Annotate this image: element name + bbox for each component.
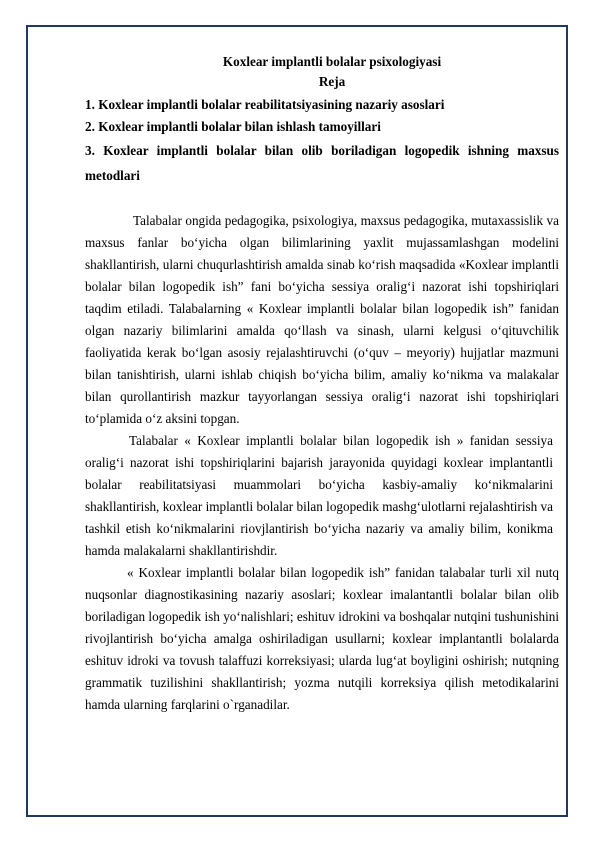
plan-item-1: 1. Koxlear implantli bolalar reabilitatsiyasining nazariy asoslari: [85, 97, 445, 112]
plan-heading: Reja: [318, 74, 346, 89]
document-title: Koxlear implantli bolalar psixologiyasi: [222, 54, 442, 69]
paragraph-1: Talabalar ongida pedagogika, psixologiya, maxsus pedagogika, mutaxassislik va maxsus fanlar bo‘yicha olgan bilimlarining yaxlit mujassamlashgan modelini shakllantirish, ularni chuqurlashtirish amalda sinab ko‘rish maqsadida «Koxlear implantli bolalar bilan logopedik ish” fani bo‘yicha sessiya oralig‘i nazorat ishi topshiriqlari taqdim etiladi. Talabalarning « Koxlear implantli bolalar bilan logopedik ish” fanidan olgan nazariy bilimlarini amalda qo‘llash va sinash, ularni kelgusi o‘qituvchilik faoliyatida kerak bo‘lgan asosiy rejalashtiruvchi (o‘quv – meyoriy) hujjatlar mazmuni bilan tanishtirish, ularni ishlab chiqish bo‘yicha bilim, amaliy ko‘nikma va malakalar bilan qurollantirish mazkur tayyorlangan sessiya oralig‘i nazorat ishi topshiriqlari to‘plamida o‘z aksini topgan.: [85, 213, 559, 426]
plan-item-3: 3. Koxlear implantli bolalar bilan olib boriladigan logopedik ishning maxsus metodlari: [85, 143, 559, 183]
document-body: [85, 52, 559, 716]
paragraph-2: Talabalar « Koxlear implantli bolalar bilan logopedik ish » fanidan sessiya oralig‘i nazorat ishi topshiriqlarini bajarish jarayonida quyidagi koxlear implantantli bolalar reabilitatsiyasi muammolari bo‘yicha kasbiy-amaliy ko‘nikmalarini shakllantirish, koxlear implantli bolalar bilan logopedik mashg‘ulotlarni rejalashtirish va tashkil etish ko‘nikmalarini riovjlantirish bo‘yicha nazariy va amaliy bilim, konikma hamda malakalarni shakllantirishdir.: [85, 433, 553, 558]
plan-item-2: 2. Koxlear implantli bolalar bilan ishlash tamoyillari: [85, 119, 381, 134]
paragraph-3: « Koxlear implantli bolalar bilan logopedik ish” fanidan talabalar turli xil nutq nuqsonlar diagnostikasining nazariy asoslari; koxlear imalantantli bolalar bilan olib boriladigan logopedik ish yo‘nalishlari; eshituv idrokini va boshqalar nutqini tushunishini rivojlantirish bo‘yicha amalga oshiriladigan usullarni; koxlear implantantli bolalarda eshituv idroki va tovush talaffuzi korreksiyasi; ularda lug‘at boyligini oshirish; nutqning grammatik tuzilishini shakllantirish; yozma nutqili korreksiya qilish metodikalarini hamda ularning farqlarini o`rganadilar.: [85, 565, 559, 712]
